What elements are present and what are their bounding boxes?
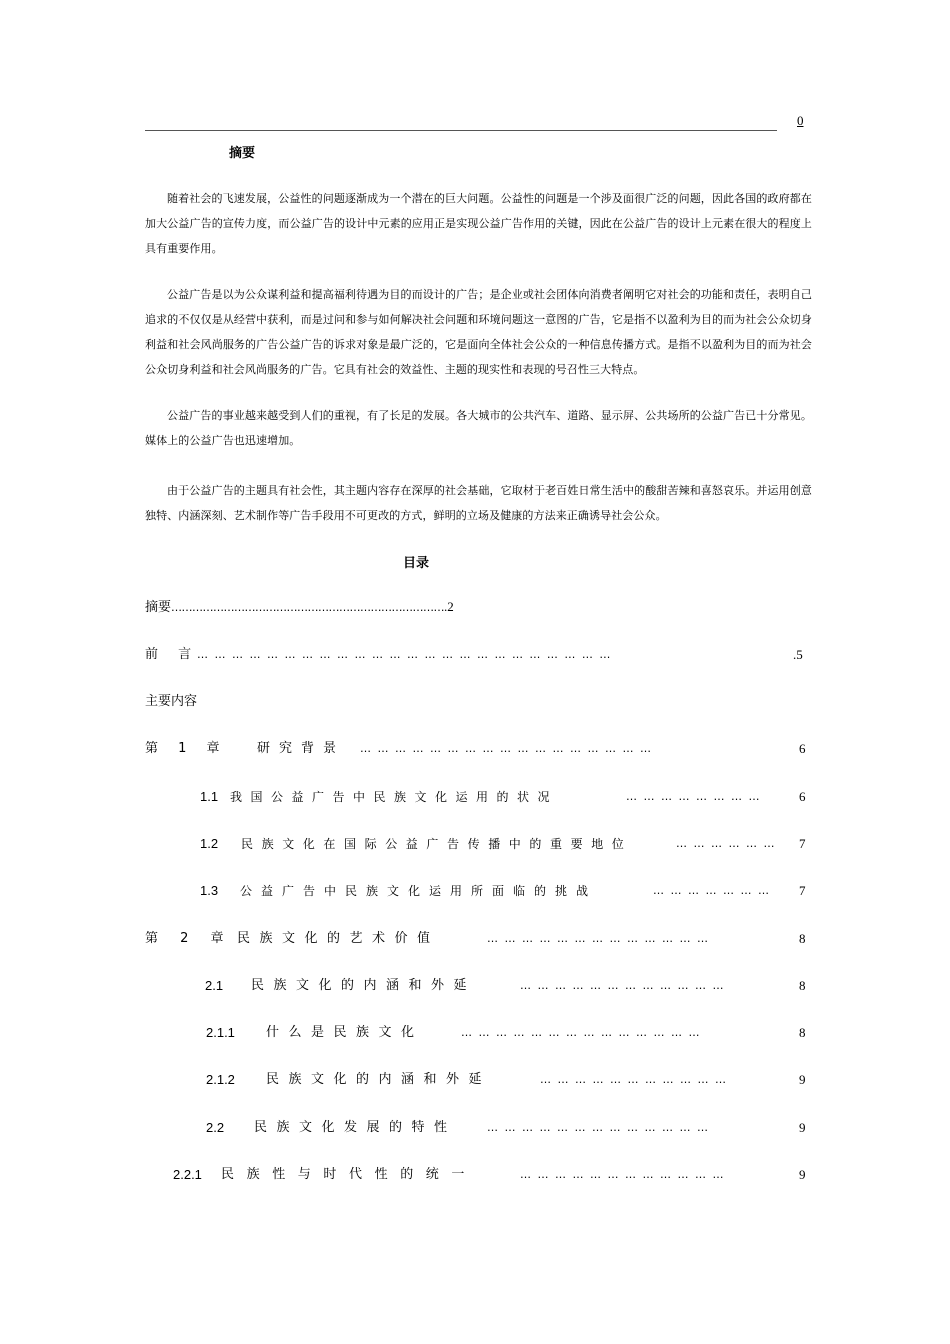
toc-label: 民族性与时代性的统一 xyxy=(221,1167,478,1182)
toc-page: 9 xyxy=(799,1120,806,1135)
toc-number: 2.1.1 xyxy=(206,1025,235,1040)
toc-page: 8 xyxy=(799,931,806,946)
toc-page: 8 xyxy=(799,978,806,993)
abstract-title: 摘要 xyxy=(229,145,256,160)
toc-number: 2.2.1 xyxy=(173,1167,202,1182)
toc-entry-preface[interactable] xyxy=(145,645,199,665)
toc-entry-1-3[interactable] xyxy=(200,881,218,901)
toc-page: 6 xyxy=(799,789,806,804)
toc-label: 民族文化在国际公益广告传播中的重要地位 xyxy=(241,837,633,851)
toc-page: .2 xyxy=(444,599,454,614)
toc-entry-2-1-2[interactable] xyxy=(206,1070,235,1090)
toc-dots: … … … … … … … … … … … … xyxy=(520,979,725,992)
toc-page: 7 xyxy=(799,883,806,898)
abstract-paragraph-1: 随着社会的飞速发展，公益性的问题逐渐成为一个潜在的巨大问题。公益性的问题是一个涉及面很广泛的问题，因此各国的政府都在加大公益广告的宣传力度，而公益广告的设计中元素的应用正是实现公益广告作用的关键，因此在公益广告的设计上元素在很大的程度上具有重要作用。 xyxy=(145,192,812,255)
toc-entry-abstract[interactable] xyxy=(145,597,454,617)
abstract-paragraph-2: 公益广告是以为公众谋利益和提高福利待遇为目的而设计的广告；是企业或社会团体向消费者阐明它对社会的功能和责任，表明自己追求的不仅仅是从经营中获利，而是过问和参与如何解决社会问题和环境问题这一意图的广告，它是指不以盈利为目的而为社会公众切身利益和社会风尚服务的广告公益广告的诉求对象是最广泛的，它是面向全体社会公众的一种信息传播方式。是指不以盈利为目的而为社会公众切身利益和社会风尚服务的广告。它具有社会的效益性、主题的现实性和表现的号召性三大特点。 xyxy=(145,288,812,376)
toc-label: 摘要 xyxy=(145,600,172,615)
toc-number: 1.1 xyxy=(200,789,219,804)
toc-dots: … … … … … … … … xyxy=(626,790,761,803)
toc-entry-1-2[interactable] xyxy=(200,834,218,854)
toc-dots: … … … … … … … … … … … xyxy=(540,1073,728,1086)
toc-entry-2-2[interactable] xyxy=(206,1118,224,1138)
toc-label: 我国公益广告中民族文化运用的状况 xyxy=(230,790,559,804)
toc-entry-chapter-1[interactable] xyxy=(145,739,228,759)
toc-page: .5 xyxy=(793,647,803,662)
toc-entry-chapter-2[interactable] xyxy=(145,929,233,949)
toc-dots: … … … … … … … … … … … … xyxy=(520,1168,725,1181)
toc-dots: … … … … … … … … … … … … … … … … … xyxy=(360,742,653,755)
toc-label: 前 言 xyxy=(145,647,200,662)
toc-label: 什么是民族文化 xyxy=(266,1025,424,1040)
toc-entry-2-2-1[interactable] xyxy=(173,1165,202,1185)
header-rule xyxy=(145,130,777,131)
toc-dots: … … … … … … … … … … … … … … xyxy=(461,1026,701,1039)
toc-dots: …………………………………………………………………… xyxy=(171,601,445,614)
toc-page: 6 xyxy=(799,741,806,756)
toc-number: 2.1 xyxy=(205,978,224,993)
toc-entry-main-content[interactable] xyxy=(145,692,197,712)
toc-number: 第 1 章 xyxy=(145,741,228,756)
toc-dots: … … … … … … … xyxy=(653,884,771,897)
toc-label: 研究背景 xyxy=(257,741,346,756)
toc-dots: … … … … … … … … … … … … … xyxy=(487,932,710,945)
toc-label: 公益广告中民族文化运用所面临的挑战 xyxy=(240,884,598,898)
toc-entry-1-1[interactable] xyxy=(200,787,218,807)
toc-label: 民族文化发展的特性 xyxy=(254,1120,457,1135)
toc-page: 8 xyxy=(799,1025,806,1040)
toc-label: 民族文化的艺术价值 xyxy=(237,931,440,946)
toc-label: 主要内容 xyxy=(145,694,198,709)
toc-number: 第 2 章 xyxy=(145,931,233,946)
toc-page: 9 xyxy=(799,1167,806,1182)
toc-title: 目录 xyxy=(403,555,430,570)
abstract-paragraph-4: 由于公益广告的主题具有社会性，其主题内容存在深厚的社会基础，它取材于老百姓日常生活中的酸甜苦辣和喜怒哀乐。并运用创意独特、内涵深刻、艺术制作等广告手段用不可更改的方式，鲜明的立场及健康的方法来正确诱导社会公众。 xyxy=(145,484,812,522)
toc-dots: … … … … … … … … … … … … … xyxy=(487,1121,710,1134)
toc-entry-2-1[interactable] xyxy=(205,976,223,996)
toc-page: 7 xyxy=(799,836,806,851)
toc-dots: … … … … … … … … … … … … … … … … … … … … … … … … xyxy=(197,648,612,661)
page-number: 0 xyxy=(797,113,804,128)
toc-entry-2-1-1[interactable] xyxy=(206,1023,235,1043)
toc-number: 1.2 xyxy=(200,836,219,851)
abstract-paragraph-3: 公益广告的事业越来越受到人们的重视，有了长足的发展。各大城市的公共汽车、道路、显示屏、公共场所的公益广告已十分常见。媒体上的公益广告也迅速增加。 xyxy=(145,409,812,447)
toc-label: 民族文化的内涵和外延 xyxy=(266,1072,492,1087)
toc-number: 2.2 xyxy=(206,1120,225,1135)
toc-page: 9 xyxy=(799,1072,806,1087)
toc-label: 民族文化的内涵和外延 xyxy=(251,978,477,993)
toc-dots: … … … … … … xyxy=(676,837,776,850)
toc-number: 1.3 xyxy=(200,883,219,898)
toc-number: 2.1.2 xyxy=(206,1072,235,1087)
